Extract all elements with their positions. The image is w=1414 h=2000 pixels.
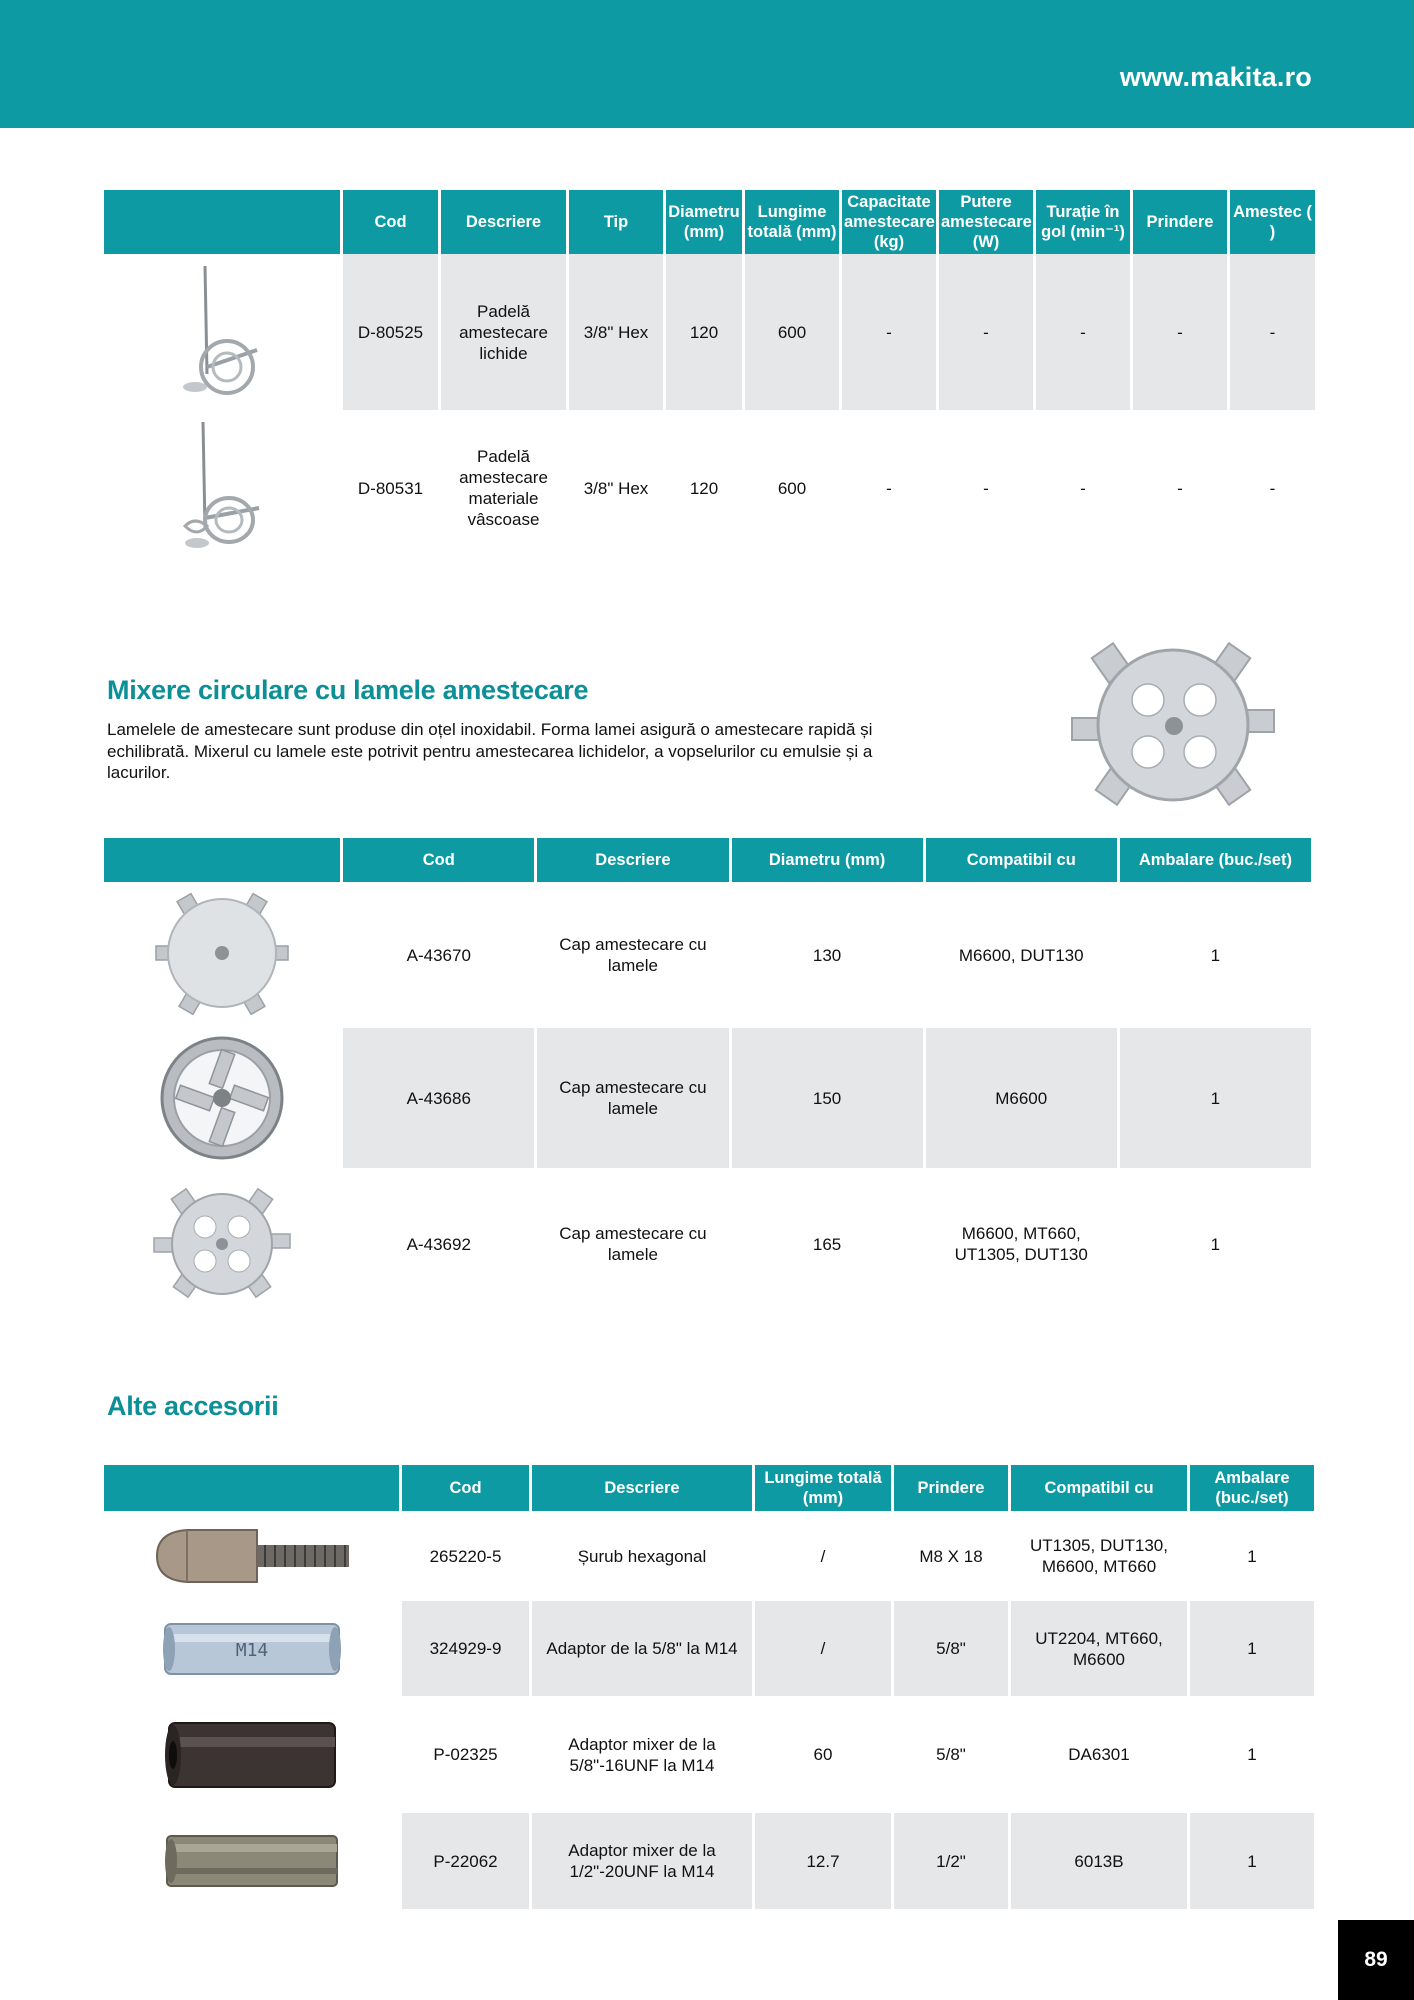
col-diametru: Diametru (mm) [666,190,742,254]
amestec: - [1230,254,1315,410]
lungime: 60 [813,1745,833,1764]
paddles-table [101,190,1318,566]
cod: 324929-9 [402,1601,529,1696]
compatibil: M6600, MT660, UT1305, DUT130 [954,1224,1088,1264]
mixer-heads-table [101,838,1314,1320]
ambalare: 1 [1247,1745,1257,1764]
mixer-image-cell [104,1168,340,1320]
mixer-head-image [1068,640,1278,810]
descriere: Adaptor de la 5/8" la M14 [532,1601,752,1696]
cod: D-80525 [343,254,438,410]
table-row [104,1696,1314,1813]
tip: 3/8" Hex [569,254,663,410]
table-row [104,1028,1311,1168]
diametru: 120 [689,478,719,498]
diametru: 165 [812,1234,842,1254]
ambalare: 1 [1247,1546,1257,1566]
lungime: / [755,1601,891,1696]
descriere: Adaptor mixer de la 5/8"-16UNF la M14 [568,1734,716,1775]
turatie: - [1036,254,1130,410]
prindere: - [1133,254,1227,410]
col-turatie: Turație în gol (min⁻¹) [1036,190,1130,254]
header-blank [104,190,340,254]
compatibil: DA6301 [1068,1745,1130,1764]
diametru: 150 [732,1028,923,1168]
col-capacitate: Capacitate amestecare (kg) [842,190,936,254]
col-compatibil: Compatibil cu [926,838,1117,882]
section-description-mixers: Lamelele de amestecare sunt produse din oțel inoxidabil. Forma lamei asigură o amestecare rapidă și echilibrată. Mixerul cu lamele este potrivit pentru amestecarea lichidelor, a vopselurilor cu emulsie și a lacurilor. [107,720,873,782]
paddle-liquid-image [167,262,277,402]
header-blank [104,838,340,882]
lungime: / [820,1546,826,1566]
table-row [104,254,1315,410]
table-row [104,1813,1314,1909]
header-bar [0,0,1414,128]
col-compatibil: Compatibil cu [1011,1465,1187,1511]
prindere: 1/2" [894,1813,1008,1909]
paddle-viscous-image [167,418,277,558]
mixer-head-hero-image [1068,640,1278,810]
amestec: - [1269,478,1276,498]
mixer-head-165-image [152,1184,292,1304]
accessory-image-cell [104,1601,399,1696]
cod: A-43692 [406,1234,471,1254]
col-ambalare: Ambalare (buc./set) [1120,838,1311,882]
turatie: - [1080,478,1086,498]
compatibil: UT2204, MT660, M6600 [1011,1601,1187,1696]
mixer-head-150-image [157,1033,287,1163]
col-lungime: Lungime totală (mm) [745,190,839,254]
descriere: Șurub hexagonal [577,1546,707,1566]
col-cod: Cod [343,838,534,882]
prindere: - [1177,478,1183,498]
adaptor-unf58-image [157,1715,347,1795]
cod: A-43670 [406,945,471,965]
header-blank [104,1465,399,1511]
col-cod: Cod [402,1465,529,1511]
putere: - [939,254,1033,410]
compatibil: UT1305, DUT130, M6600, MT660 [1030,1536,1168,1576]
descriere: Cap amestecare cu lamele [559,935,707,975]
accessory-image-cell [104,1813,399,1909]
table-row [104,882,1311,1028]
cod: P-02325 [433,1745,498,1764]
mixer-head-130-image [152,890,292,1020]
cod: P-22062 [402,1813,529,1909]
accessory-image-cell [104,1696,399,1813]
lungime: 12.7 [755,1813,891,1909]
cod: D-80531 [357,478,424,498]
adaptor-m14-image [157,1614,347,1684]
compatibil: 6013B [1011,1813,1187,1909]
descriere: Adaptor mixer de la 1/2"-20UNF la M14 [532,1813,752,1909]
paddle-image-cell [104,410,340,566]
ambalare: 1 [1190,1601,1314,1696]
adaptor-unf12-image [157,1826,347,1896]
descriere: Cap amestecare cu lamele [537,1028,728,1168]
col-putere: Putere amestecare (W) [939,190,1033,254]
diametru: 120 [666,254,742,410]
accessories-table [101,1465,1317,1909]
compatibil: M6600, DUT130 [958,945,1084,965]
site-url[interactable]: www.makita.ro [1119,62,1312,92]
capacitate: - [886,478,892,498]
col-descriere: Descriere [532,1465,752,1511]
col-amestec: Amestec ( ) [1230,190,1315,254]
prindere: 5/8" [894,1601,1008,1696]
descriere: Padelă amestecare lichide [441,254,566,410]
page-number: 89 [1338,1920,1414,2000]
col-prindere: Prindere [1133,190,1227,254]
ambalare: 1 [1190,1813,1314,1909]
section-title-accessories: Alte accesorii [107,1391,279,1421]
col-cod: Cod [343,190,438,254]
lungime: 600 [745,254,839,410]
ambalare: 1 [1210,1234,1221,1254]
lungime: 600 [777,478,807,498]
table-row [104,1168,1311,1320]
table-row [104,1601,1314,1696]
descriere: Padelă amestecare materiale vâscoase [459,447,548,529]
prindere: 5/8" [936,1745,966,1764]
adaptor-label: M14 [235,1639,268,1661]
col-diametru: Diametru (mm) [732,838,923,882]
cod: A-43686 [343,1028,534,1168]
col-descriere: Descriere [537,838,728,882]
tip: 3/8" Hex [583,478,649,498]
ambalare: 1 [1210,945,1221,965]
paddle-image-cell [104,254,340,410]
col-tip: Tip [569,190,663,254]
col-descriere: Descriere [441,190,566,254]
hex-screw-image [147,1521,357,1591]
cod: 265220-5 [429,1546,502,1566]
section-title-mixers: Mixere circulare cu lamele amestecare [107,675,589,705]
col-lungime: Lungime totală (mm) [755,1465,891,1511]
table-row [104,1511,1314,1601]
capacitate: - [842,254,936,410]
putere: - [983,478,989,498]
mixer-image-cell [104,1028,340,1168]
prindere: M8 X 18 [919,1546,983,1566]
col-ambalare: Ambalare (buc./set) [1190,1465,1314,1511]
mixer-image-cell [104,882,340,1028]
ambalare: 1 [1120,1028,1311,1168]
col-prindere: Prindere [894,1465,1008,1511]
table-row [104,410,1315,566]
accessory-image-cell [104,1511,399,1601]
descriere: Cap amestecare cu lamele [559,1224,707,1264]
diametru: 130 [812,945,842,965]
compatibil: M6600 [926,1028,1117,1168]
